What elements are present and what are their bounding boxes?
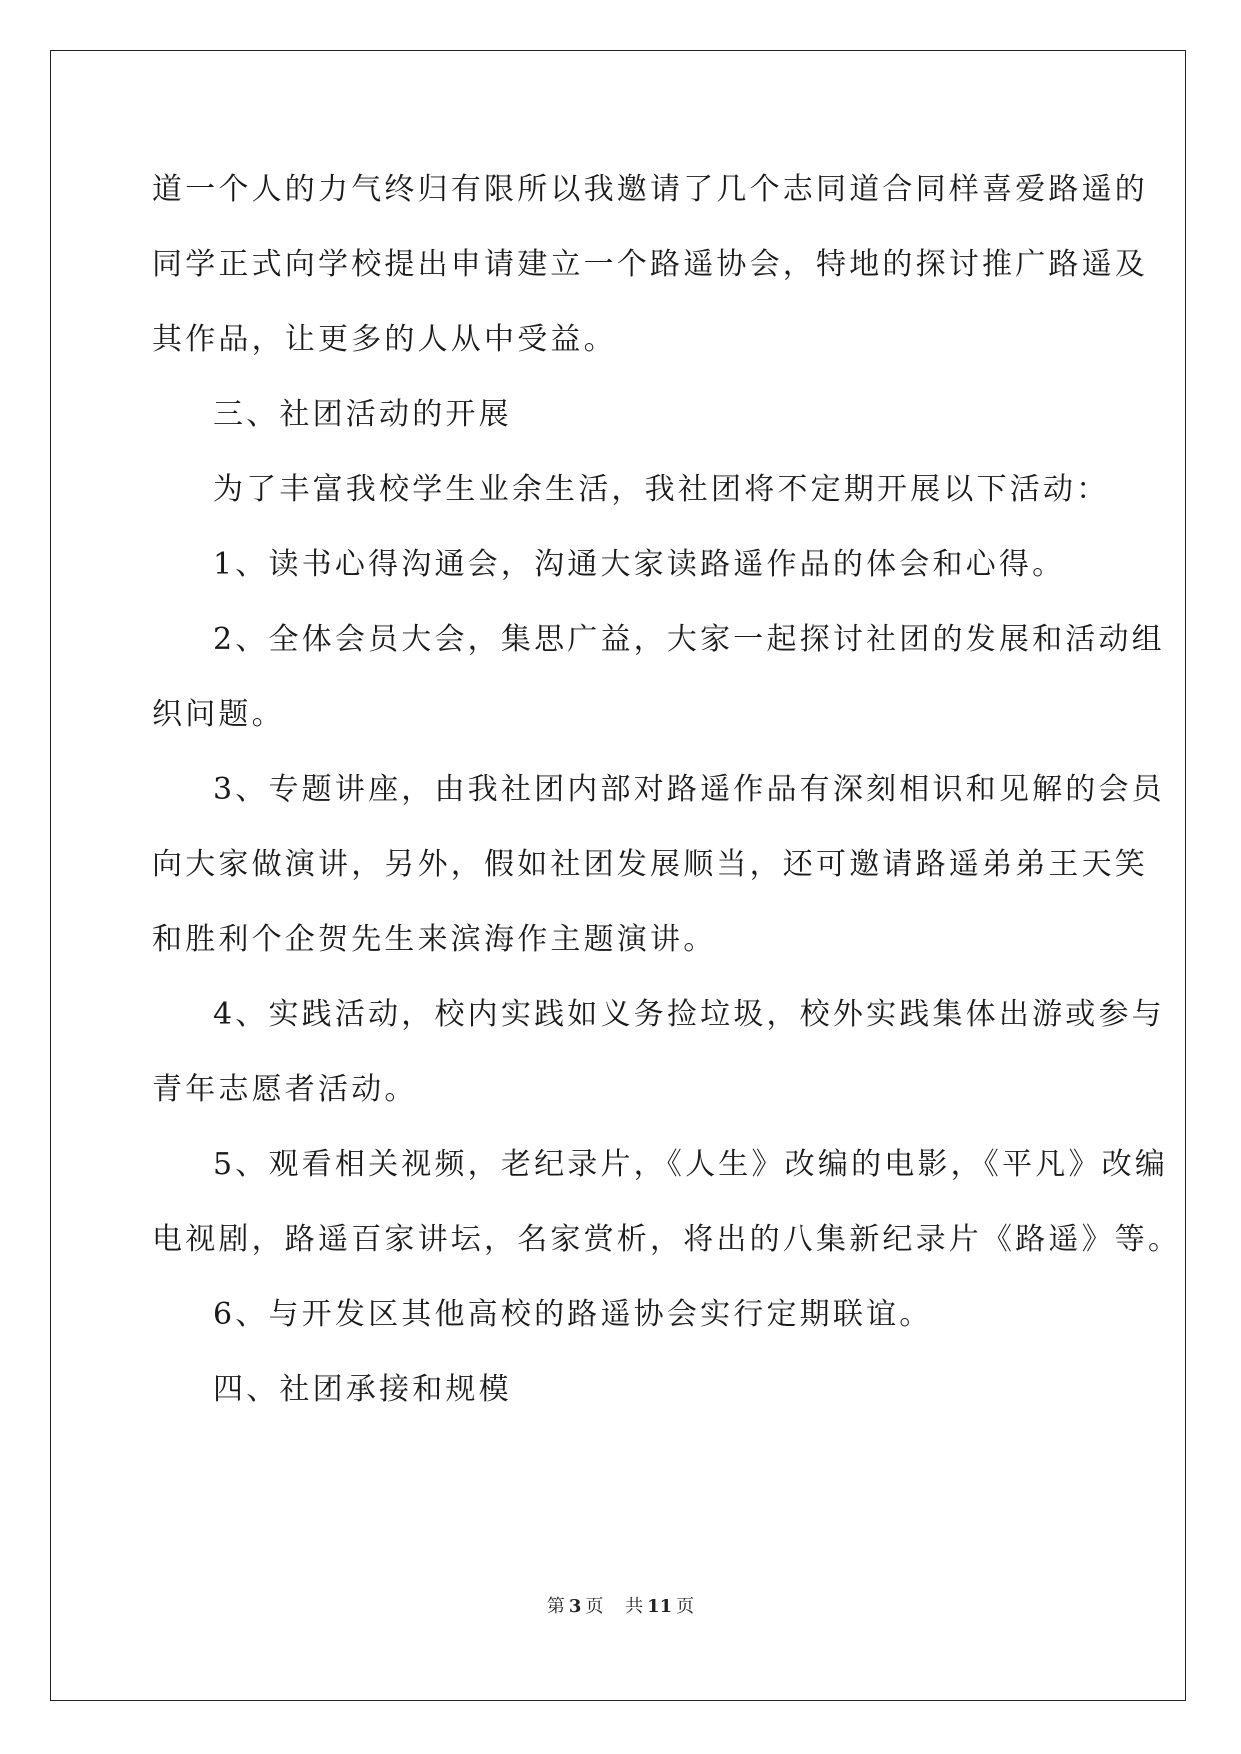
paragraph-line: 和胜利个企贺先生来滨海作主题演讲。	[152, 922, 717, 957]
paragraph-line: 同学正式向学校提出申请建立一个路遥协会，特地的探讨推广路遥及	[152, 247, 1148, 282]
total-pages-indicator	[621, 1596, 698, 1617]
page-footer	[0, 1596, 1241, 1618]
paragraph-line: 电视剧，路遥百家讲坛，名家赏析，将出的八集新纪录片《路遥》等。	[152, 1222, 1182, 1257]
paragraph-line: 道一个人的力气终归有限所以我邀请了几个志同道合同样喜爱路遥的	[152, 172, 1148, 207]
paragraph-line: 青年志愿者活动。	[152, 1072, 418, 1107]
page-suffix: 页	[585, 1596, 604, 1617]
page-prefix: 第	[546, 1596, 565, 1617]
list-item: 2、全体会员大会，集思广益，大家一起探讨社团的发展和活动组	[213, 622, 1165, 657]
list-item: 4、实践活动，校内实践如义务捡垃圾，校外实践集体出游或参与	[213, 997, 1165, 1032]
total-prefix: 共	[625, 1596, 644, 1617]
page-indicator	[543, 1596, 608, 1617]
paragraph-line: 向大家做演讲，另外，假如社团发展顺当，还可邀请路遥弟弟王天笑	[152, 847, 1148, 882]
total-number: 11	[647, 1596, 673, 1617]
paragraph-line: 织问题。	[152, 697, 285, 732]
list-item: 5、观看相关视频，老纪录片，《人生》改编的电影，《平凡》改编	[213, 1147, 1169, 1182]
paragraph-line: 其作品，让更多的人从中受益。	[152, 322, 617, 357]
total-suffix: 页	[676, 1596, 695, 1617]
section-heading: 三、社团活动的开展	[213, 397, 512, 432]
paragraph-line: 为了丰富我校学生业余生活，我社团将不定期开展以下活动：	[213, 472, 1110, 507]
list-item: 3、专题讲座，由我社团内部对路遥作品有深刻相识和见解的会员	[213, 772, 1165, 807]
list-item: 6、与开发区其他高校的路遥协会实行定期联谊。	[213, 1297, 933, 1332]
page-number: 3	[568, 1596, 582, 1617]
section-heading: 四、社团承接和规模	[213, 1372, 512, 1407]
list-item: 1、读书心得沟通会，沟通大家读路遥作品的体会和心得。	[213, 547, 1066, 582]
